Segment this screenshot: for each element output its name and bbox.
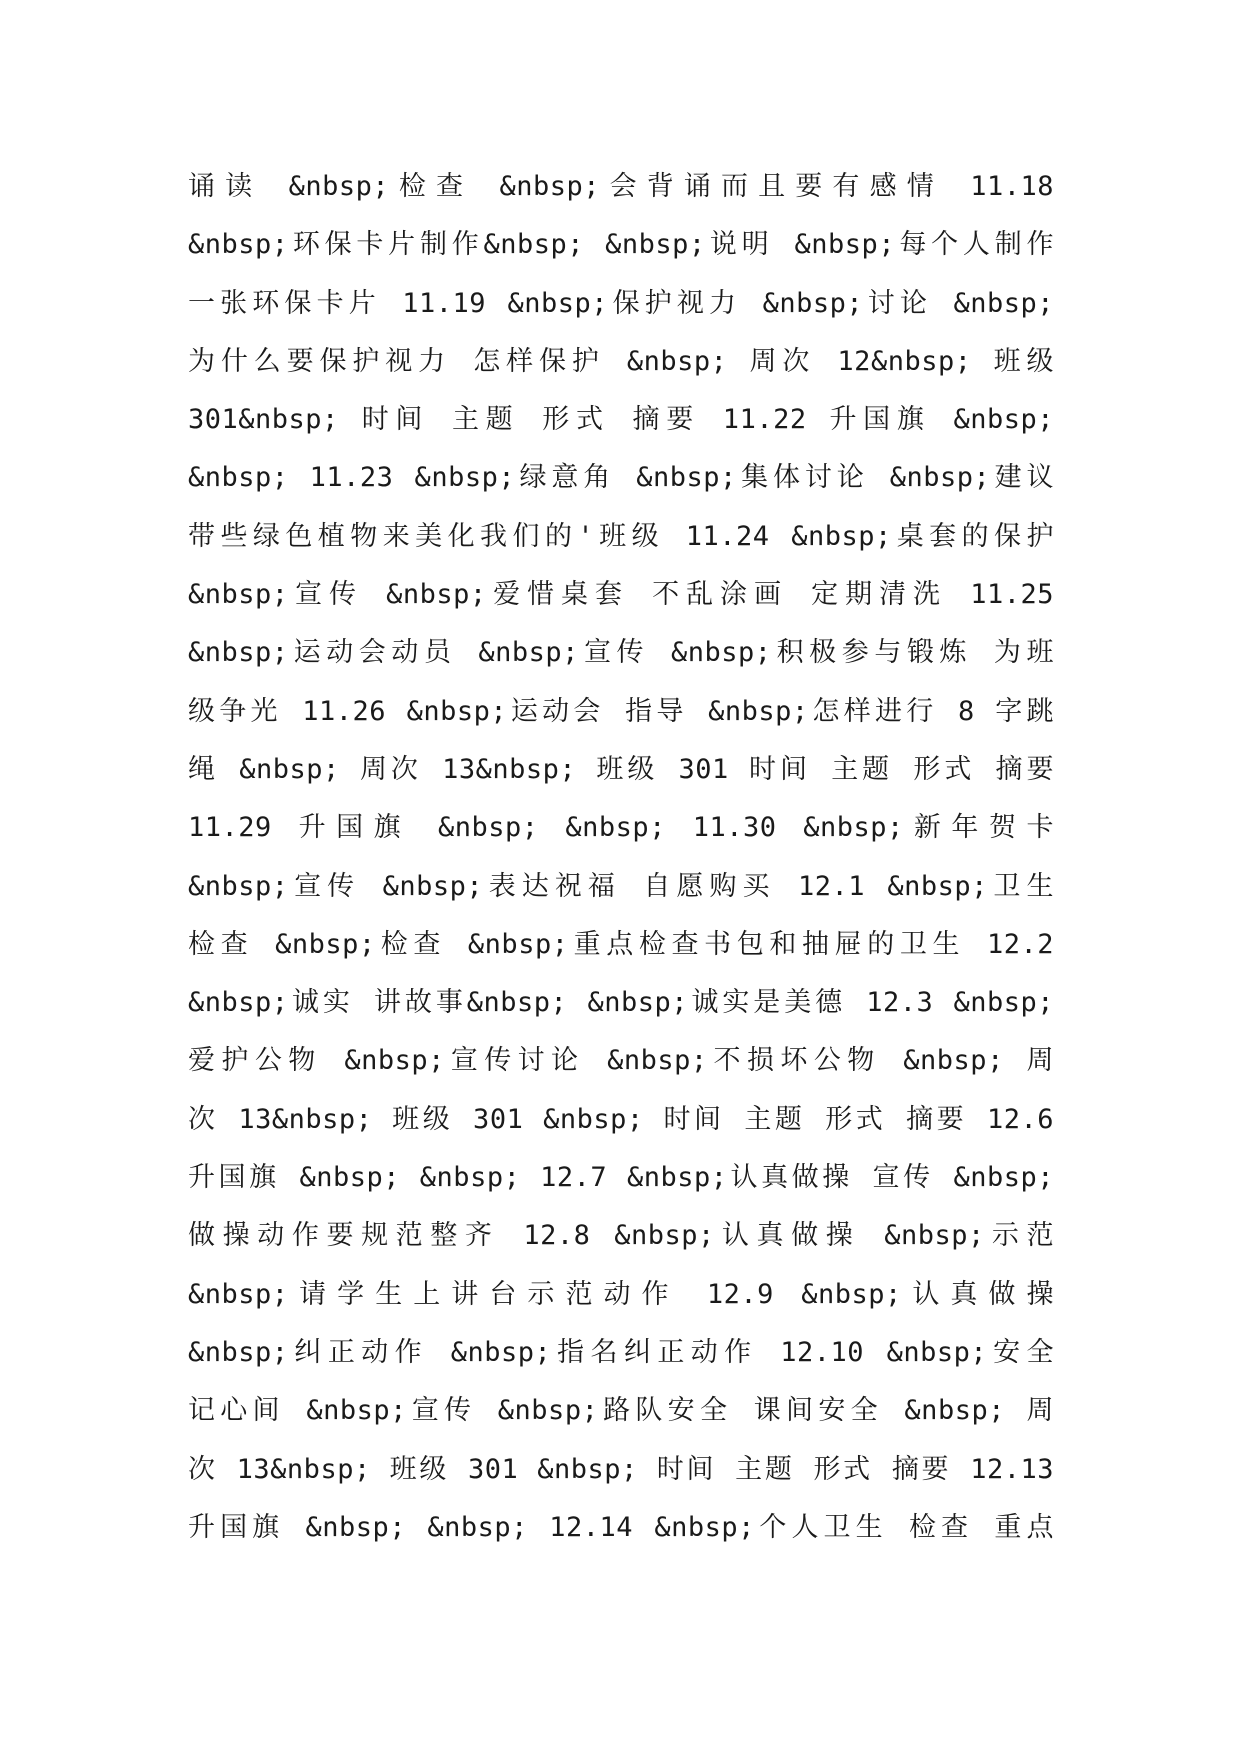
text-line: &nbsp;纠正动作 &nbsp;指名纠正动作 12.10 &nbsp;安全 <box>188 1336 1054 1368</box>
text-line: 次 13&nbsp; 班级 301 &nbsp; 时间 主题 形式 摘要 12.6 <box>188 1103 1054 1135</box>
text-line: 升国旗 &nbsp; &nbsp; 12.14 &nbsp;个人卫生 检查 重点 <box>188 1511 1054 1543</box>
text-line: &nbsp;环保卡片制作&nbsp; &nbsp;说明 &nbsp;每个人制作 <box>188 229 1054 261</box>
text-line: &nbsp;诚实 讲故事&nbsp; &nbsp;诚实是美德 12.3 &nbsp; <box>188 987 1054 1019</box>
text-line: 次 13&nbsp; 班级 301 &nbsp; 时间 主题 形式 摘要 12.13 <box>188 1453 1054 1485</box>
text-line: 一张环保卡片 11.19 &nbsp;保护视力 &nbsp;讨论 &nbsp; <box>188 287 1054 319</box>
text-line: 301&nbsp; 时间 主题 形式 摘要 11.22 升国旗 &nbsp; <box>188 404 1054 436</box>
text-line: &nbsp;宣传 &nbsp;爱惜桌套 不乱涂画 定期清洗 11.25 <box>188 579 1054 611</box>
text-line: 绳 &nbsp; 周次 13&nbsp; 班级 301 时间 主题 形式 摘要 <box>188 753 1054 785</box>
text-line: &nbsp;宣传 &nbsp;表达祝福 自愿购买 12.1 &nbsp;卫生 <box>188 870 1054 902</box>
text-line: 级争光 11.26 &nbsp;运动会 指导 &nbsp;怎样进行 8 字跳 <box>188 695 1054 727</box>
text-line: 带些绿色植物来美化我们的'班级 11.24 &nbsp;桌套的保护 <box>188 520 1054 552</box>
text-line: 爱护公物 &nbsp;宣传讨论 &nbsp;不损坏公物 &nbsp; 周 <box>188 1045 1054 1077</box>
text-line: &nbsp;请学生上讲台示范动作 12.9 &nbsp;认真做操 <box>188 1278 1054 1310</box>
text-line: 为什么要保护视力 怎样保护 &nbsp; 周次 12&nbsp; 班级 <box>188 345 1054 377</box>
text-line: 升国旗 &nbsp; &nbsp; 12.7 &nbsp;认真做操 宣传 &nbsp; <box>188 1162 1054 1194</box>
text-line: 11.29 升国旗 &nbsp; &nbsp; 11.30 &nbsp;新年贺卡 <box>188 812 1054 844</box>
text-line: 检查 &nbsp;检查 &nbsp;重点检查书包和抽屉的卫生 12.2 <box>188 928 1054 960</box>
text-line: 记心间 &nbsp;宣传 &nbsp;路队安全 课间安全 &nbsp; 周 <box>188 1395 1054 1427</box>
text-line: &nbsp; 11.23 &nbsp;绿意角 &nbsp;集体讨论 &nbsp;建议 <box>188 462 1054 494</box>
body-text <box>188 158 1054 1557</box>
text-line: 做操动作要规范整齐 12.8 &nbsp;认真做操 &nbsp;示范 <box>188 1220 1054 1252</box>
text-line: &nbsp;运动会动员 &nbsp;宣传 &nbsp;积极参与锻炼 为班 <box>188 637 1054 669</box>
text-line: 诵读 &nbsp;检查 &nbsp;会背诵而且要有感情 11.18 <box>188 171 1054 202</box>
